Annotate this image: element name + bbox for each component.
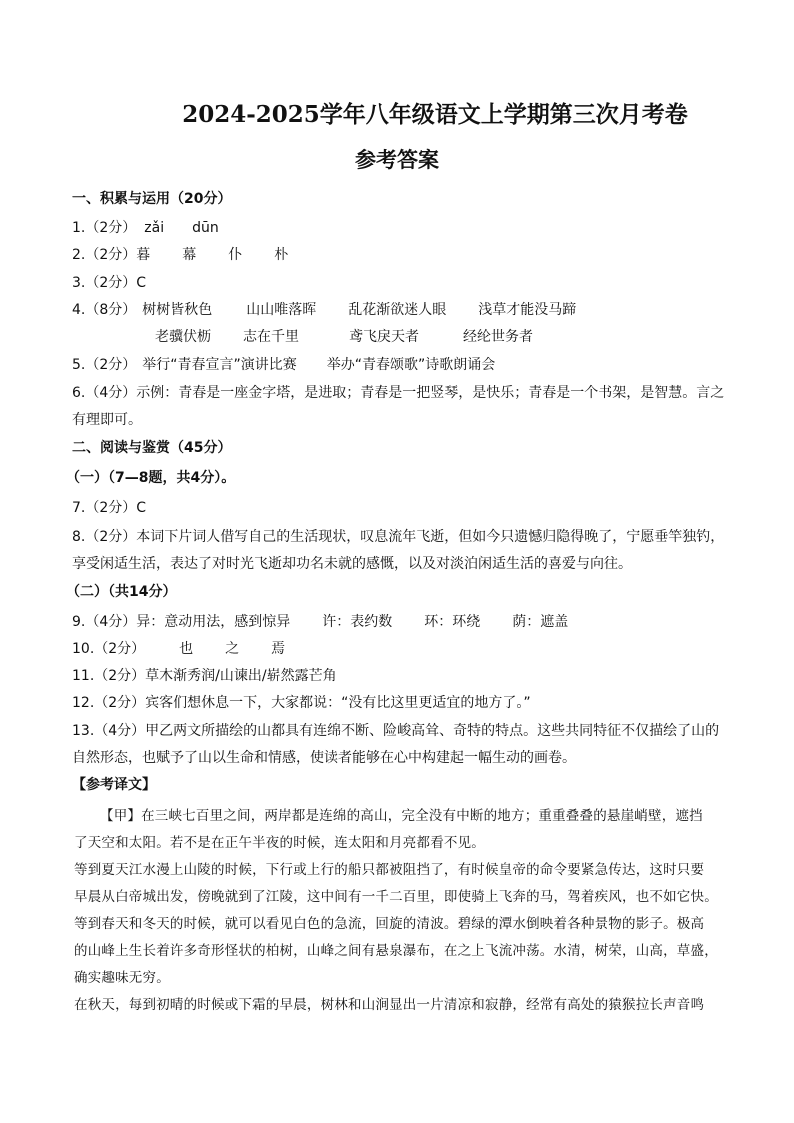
subsection-heading-1: （一）（7—8题，共4分）。 [66, 470, 236, 486]
translation-line: 确实趣味无穷。 [74, 970, 170, 986]
answer-text: 老骥伏枥 [155, 329, 211, 345]
answer-text: 乱花渐欲迷人眼 [348, 302, 447, 318]
answer-q9 [72, 613, 568, 631]
answer-text: 仆 [228, 247, 243, 263]
translation-line: 了天空和太阳。若不是在正午半夜的时候，连太阳和月亮都看不见。 [74, 835, 485, 851]
reference-translation-heading: 【参考译文】 [72, 777, 156, 793]
answer-q6-cont: 有理即可。 [72, 412, 142, 428]
answer-text: 浅草才能没马蹄 [478, 302, 577, 318]
answer-q4-line2 [155, 328, 533, 346]
translation-line: 的山峰上生长着许多奇形怪状的柏树，山峰之间有悬泉瀑布，在之上飞流冲荡。水清，树荣，山高，草盛， [74, 943, 718, 959]
question-number: 6.（4分） [72, 385, 137, 401]
question-number: 4.（8分） [72, 302, 137, 318]
answer-q13-cont: 自然形态，也赋予了山以生命和情感，使读者能够在心中构建起一幅生动的画卷。 [72, 750, 576, 766]
answer-text: 本词下片词人借写自己的生活现状，叹息流年飞逝，但如今只遗憾归隐得晚了，宁愿垂竿独钓， [136, 529, 725, 545]
question-number: 5.（2分） [72, 357, 137, 373]
section-heading-1: 一、积累与运用（20分） [72, 191, 232, 207]
answer-q5 [72, 356, 495, 374]
answer-text: 暮 [136, 247, 151, 263]
answer-text: 许：表约数 [322, 614, 393, 630]
answer-q13 [72, 722, 719, 740]
answer-q7 [72, 499, 146, 517]
question-number: 7.（2分） [72, 500, 137, 516]
answer-text: 荫：遮盖 [512, 614, 569, 630]
answer-text: 之 [225, 641, 240, 657]
question-number: 13.（4分） [72, 723, 146, 739]
answer-text: 宾客们想休息一下，大家都说：“没有比这里更适宜的地方了。” [145, 695, 531, 711]
document-title: 2024-2025学年八年级语文上学期第三次月考卷 [182, 101, 688, 128]
answer-text: 举办“青春颂歌”诗歌朗诵会 [326, 357, 496, 373]
answer-text: 志在千里 [243, 329, 299, 345]
answer-text: 朴 [274, 247, 289, 263]
question-number: 10.（2分） [72, 641, 146, 657]
answer-q2 [72, 246, 288, 264]
answer-text: 草木渐秀润/山谏出/崭然露芒角 [145, 668, 337, 684]
subsection-heading-2: （二）（共14分） [66, 584, 177, 600]
question-number: 11.（2分） [72, 668, 146, 684]
question-number: 1.（2分） [72, 220, 137, 236]
answer-q10 [72, 640, 285, 658]
answer-text: 示例：青春是一座金字塔，是进取；青春是一把竖琴，是快乐；青春是一个书架，是智慧。言之 [136, 385, 725, 401]
answer-text: 经纶世务者 [463, 329, 533, 345]
answer-q4-line1 [72, 301, 576, 319]
answer-q8 [72, 528, 724, 546]
translation-line: 【甲】在三峡七百里之间，两岸都是连绵的高山，完全没有中断的地方；重重叠叠的悬崖峭壁，遮挡 [100, 808, 703, 824]
answer-q6 [72, 384, 724, 402]
answer-text: zǎi [144, 220, 165, 236]
question-number: 8.（2分） [72, 529, 137, 545]
translation-line: 在秋天，每到初晴的时候或下霜的早晨，树林和山涧显出一片清凉和寂静，经常有高处的猿猴拉长声音鸣 [74, 997, 705, 1013]
answer-q11 [72, 667, 337, 685]
answer-text: 举行“青春宣言”演讲比赛 [142, 357, 297, 373]
answer-text: C [136, 275, 147, 291]
answer-q1 [72, 219, 219, 237]
answer-text: 幕 [182, 247, 197, 263]
answer-q8-cont: 享受闲适生活，表达了对时光飞逝却功名未就的感慨，以及对淡泊闲适生活的喜爱与向往。 [72, 556, 632, 572]
answer-text: C [136, 500, 147, 516]
answer-text: dūn [192, 220, 219, 236]
question-number: 3.（2分） [72, 275, 137, 291]
translation-line: 等到夏天江水漫上山陵的时候，下行或上行的船只都被阻挡了，有时候皇帝的命令要紧急传达，这时只要 [74, 862, 705, 878]
answer-q3 [72, 274, 146, 292]
translation-line: 早晨从白帝城出发，傍晚就到了江陵，这中间有一千二百里，即使骑上飞奔的马，驾着疾风，也不如它快。 [74, 889, 718, 905]
answer-text: 异：意动用法，感到惊异 [136, 614, 291, 630]
question-number: 9.（4分） [72, 614, 137, 630]
answer-text: 鸢飞戾天者 [349, 329, 419, 345]
answer-text: 甲乙两文所描绘的山都具有连绵不断、险峻高耸、奇特的特点。这些共同特征不仅描绘了山的 [145, 723, 720, 739]
answer-text: 也 [179, 641, 194, 657]
answer-text: 焉 [271, 641, 286, 657]
question-number: 12.（2分） [72, 695, 146, 711]
answer-text: 山山唯落晖 [246, 302, 317, 318]
answer-q12 [72, 694, 531, 712]
section-heading-2: 二、阅读与鉴赏（45分） [72, 440, 232, 456]
answer-text: 环：环绕 [424, 614, 481, 630]
question-number: 2.（2分） [72, 247, 137, 263]
answer-text: 树树皆秋色 [142, 302, 213, 318]
document-subtitle: 参考答案 [355, 147, 439, 172]
translation-line: 等到春天和冬天的时候，就可以看见白色的急流，回旋的清波。碧绿的潭水倒映着各种景物的影子。极高 [74, 916, 705, 932]
